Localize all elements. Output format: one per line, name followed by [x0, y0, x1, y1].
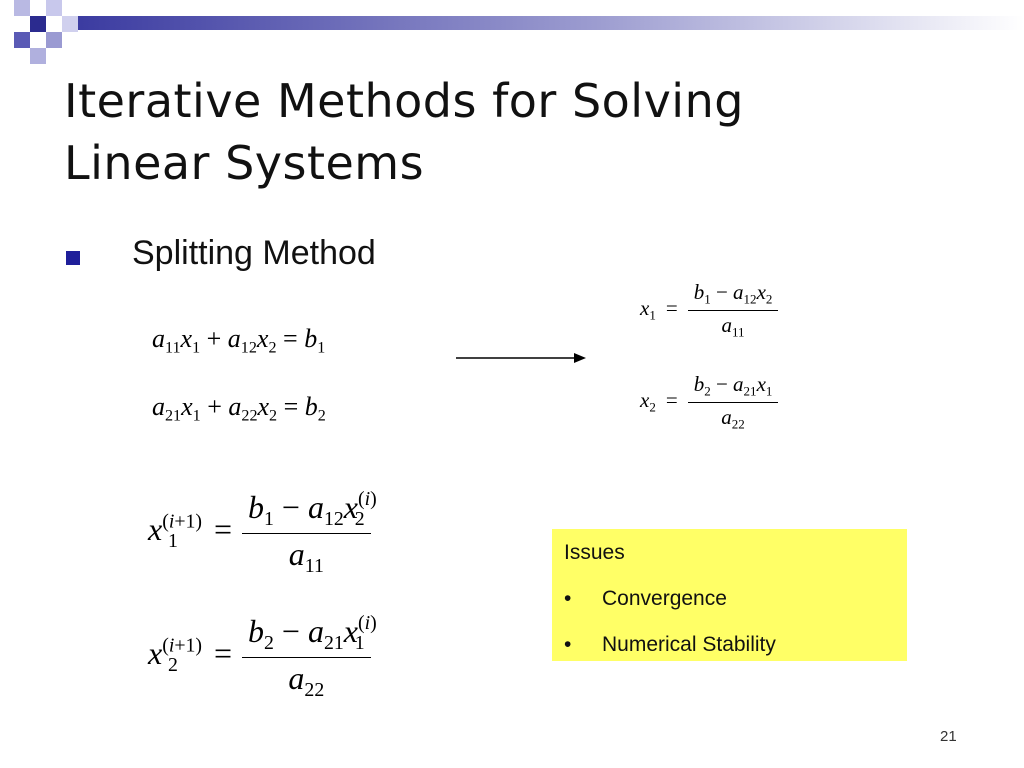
equation-row-2: $a_{21}x_1 + a_{22}x_2 = b_2$	[152, 391, 326, 425]
issues-box	[552, 529, 907, 661]
issue-item-label: Numerical Stability	[602, 633, 776, 656]
equation-system	[152, 310, 326, 445]
right-arrow-icon	[456, 350, 586, 366]
issue-item	[564, 587, 727, 611]
bullet-splitting-method: Splitting Method	[132, 234, 376, 272]
bullet-square-icon	[66, 251, 80, 265]
iteration-x1: $x^{(i+1)}_1$ = $\frac{b_1 - a_{12}x^{(i)}_2}{a_{11}}$	[148, 488, 377, 577]
title-line-1: Iterative Methods for Solving	[64, 74, 744, 128]
bullet-dot-icon: •	[564, 633, 572, 656]
issue-item	[564, 633, 776, 657]
title-line-2: Linear Systems	[64, 136, 425, 190]
issue-item-label: Convergence	[602, 587, 727, 610]
equation-row-1: $a_{11}x_1 + a_{12}x_2 = b_1$	[152, 324, 326, 357]
slide-title	[64, 70, 964, 194]
issues-heading: Issues	[564, 541, 625, 564]
solution-x2: $x_2$ = $\frac{b_2 - a_{21}x_1}{a_{22}}$	[640, 372, 778, 432]
page-number: 21	[940, 728, 957, 745]
bullet-dot-icon: •	[564, 587, 572, 610]
iteration-x2: $x^{(i+1)}_2$ = $\frac{b_2 - a_{21}x^{(i)}_1}{a_{22}}$	[148, 612, 377, 701]
corner-decoration	[0, 0, 1024, 64]
solution-x1: $x_1$ = $\frac{b_1 - a_{12}x_2}{a_{11}}$	[640, 280, 778, 340]
